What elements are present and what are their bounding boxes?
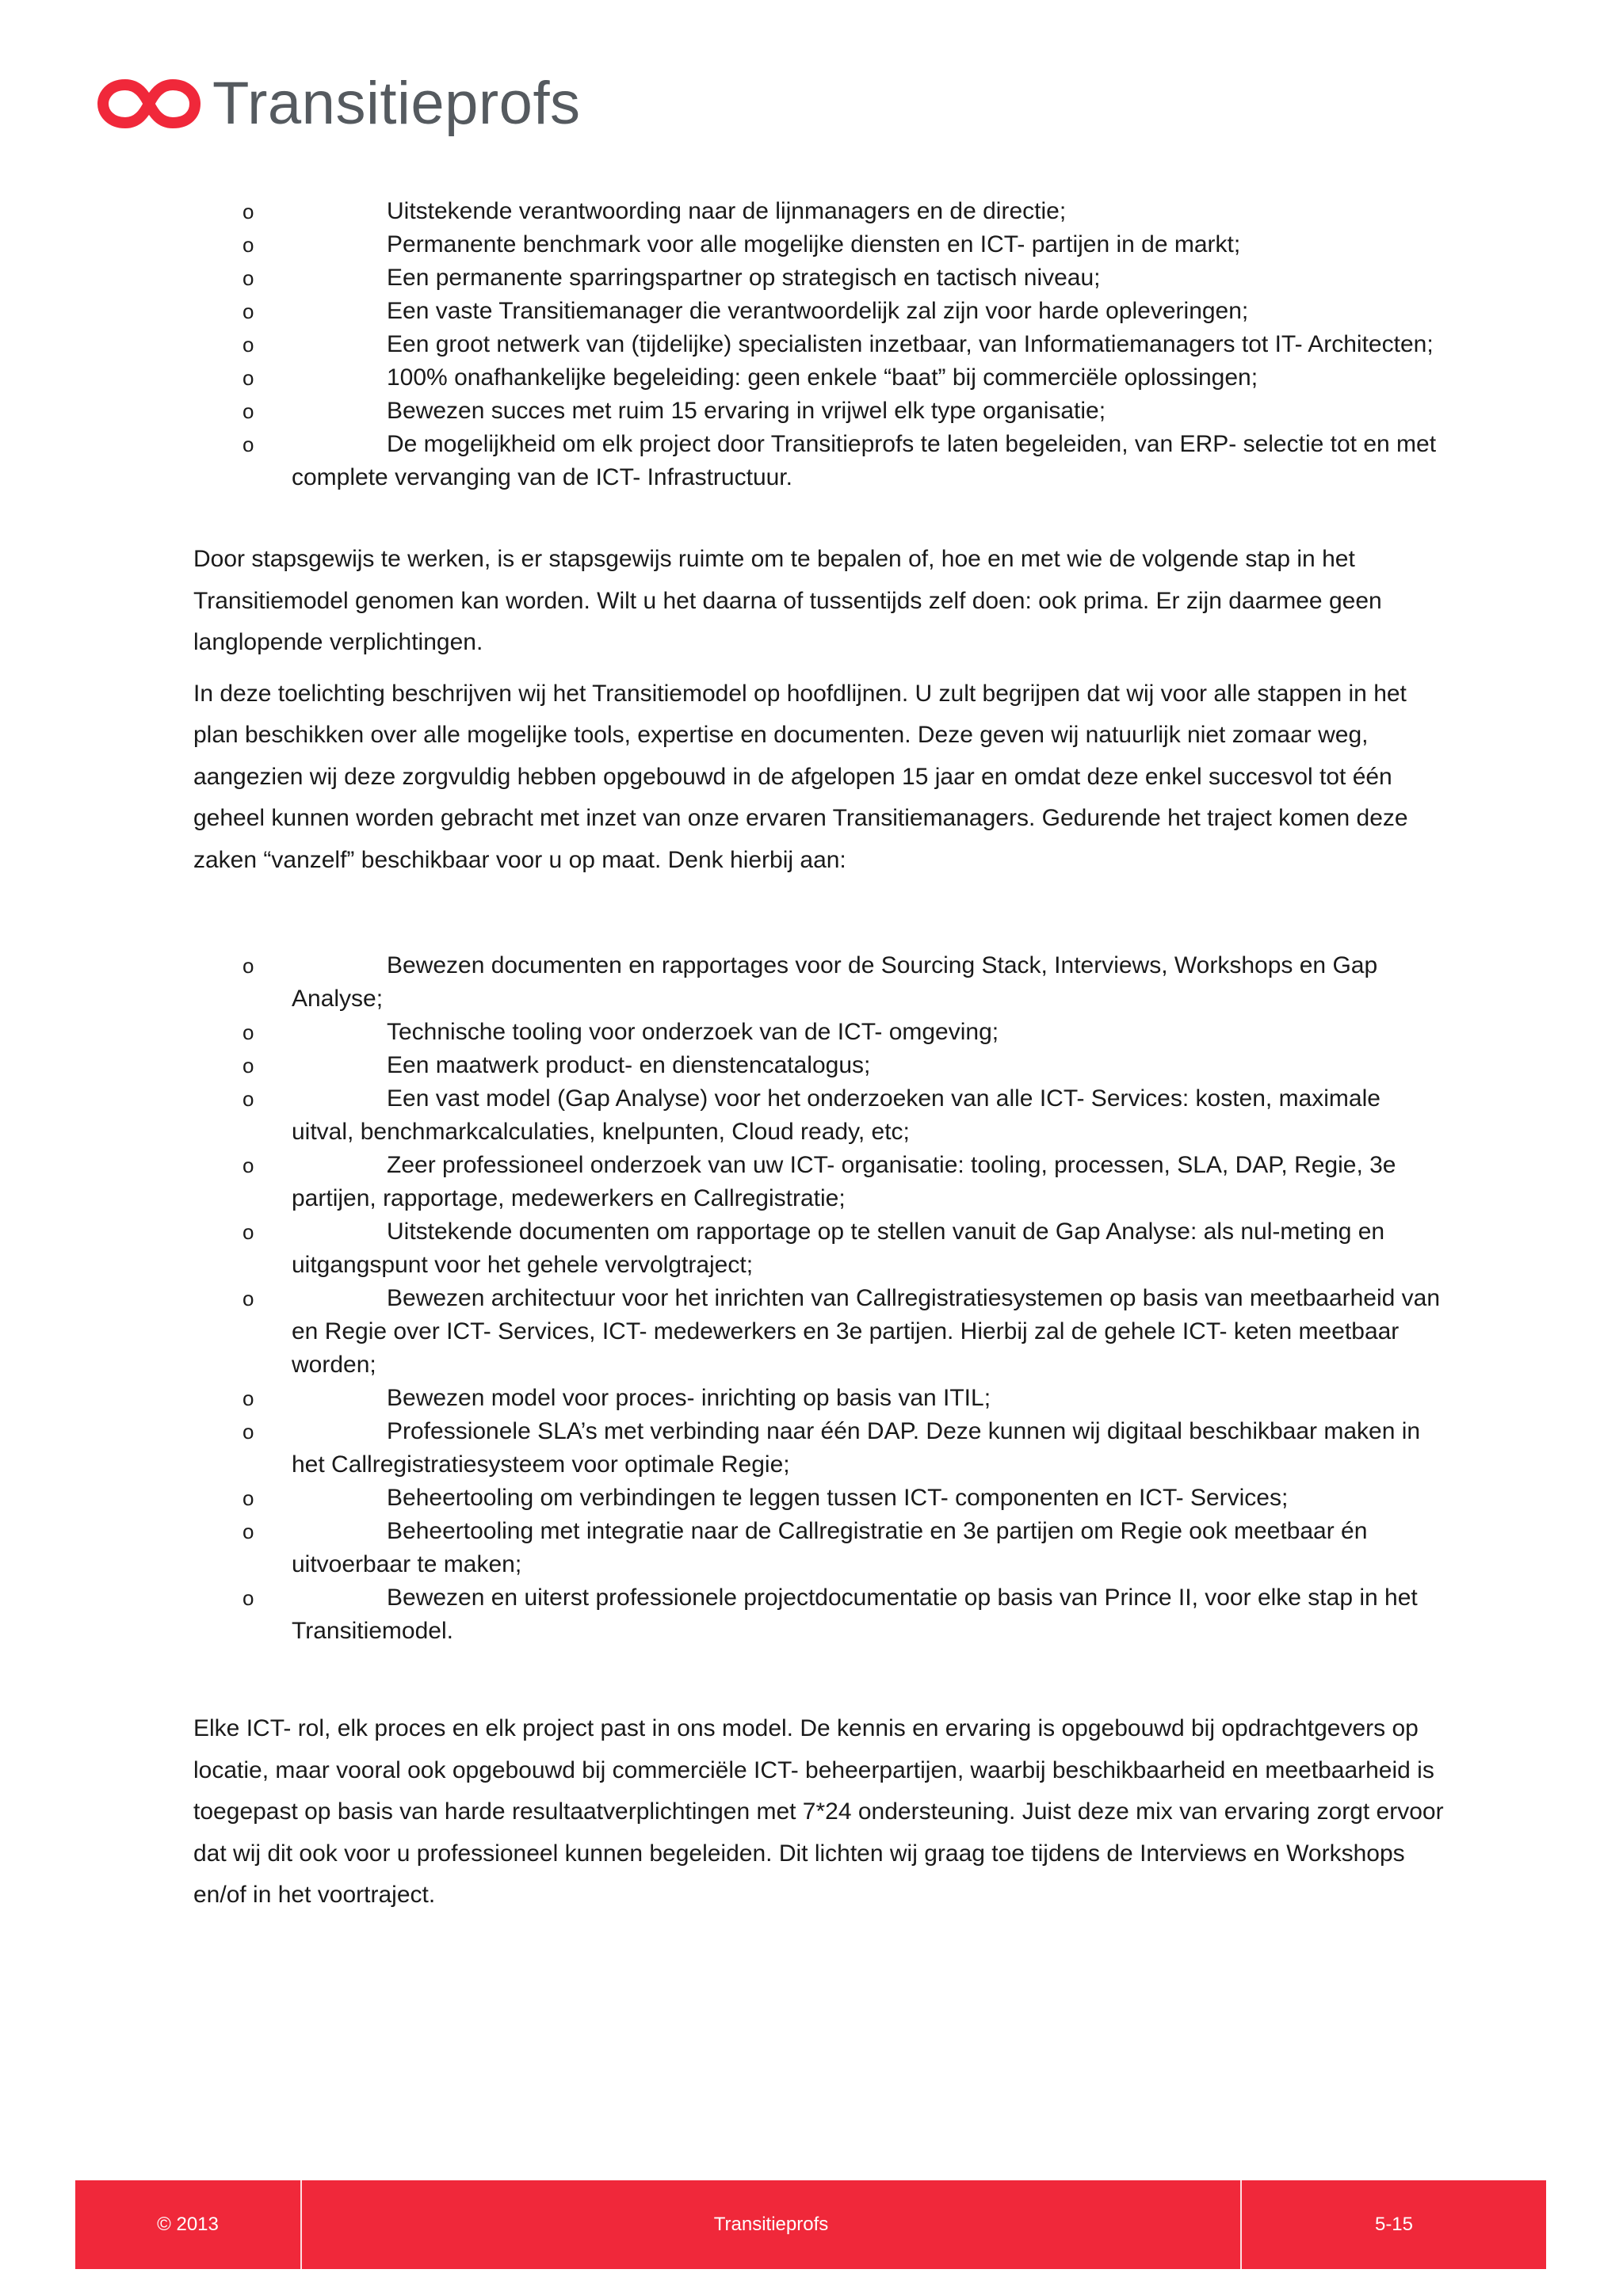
list-item	[193, 361, 1445, 395]
list-item	[193, 1016, 1445, 1049]
list-item	[193, 328, 1445, 361]
list-item	[193, 1082, 1445, 1149]
list-item	[193, 1415, 1445, 1482]
bullet-marker: o	[242, 1386, 254, 1410]
bullet-marker: o	[242, 299, 254, 323]
list-item-text: Beheertooling om verbindingen te leggen tussen ICT- componenten en ICT- Services;	[387, 1485, 1289, 1511]
bullet-marker: o	[242, 1520, 254, 1543]
list-item	[193, 1282, 1445, 1382]
header-logo	[97, 68, 581, 139]
paragraph-roles: Elke ICT- rol, elk proces en elk project past in ons model. De kennis en ervaring is opgebouwd bij opdrachtgevers op locatie, maar vooral ook opgebouwd bij commerciële ICT- beheerpartijen, waarbij beschikbaarheid en meetbaarheid is toegepast op basis van harde resultaatverplichtingen met 7*24 ondersteuning. Juist deze mix van ervaring zorgt ervoor dat wij dit ook voor u professioneel kunnen begeleiden. Dit lichten wij graag toe tijdens de Interviews en Workshops en/of in het voortraject.	[193, 1715, 1444, 1908]
document-body	[193, 195, 1445, 1917]
bullet-marker: o	[242, 200, 254, 223]
list-item-text: Een groot netwerk van (tijdelijke) specialisten inzetbaar, van Informatiemanagers tot IT- Architecten;	[387, 331, 1434, 357]
tools-list	[193, 949, 1445, 1648]
list-item	[193, 395, 1445, 428]
list-item	[193, 1581, 1445, 1648]
bullet-marker: o	[242, 1020, 254, 1044]
paragraph-explanation: In deze toelichting beschrijven wij het Transitiemodel op hoofdlijnen. U zult begrijpen dat wij voor alle stappen in het plan beschikken over alle mogelijke tools, expertise en documenten. Deze geven wij natuurlijk niet zomaar weg, aangezien wij deze zorgvuldig hebben opgebouwd in de afgelopen 15 jaar en omdat deze enkel succesvol tot één geheel kunnen worden gebracht met inzet van onze ervaren Transitiemanagers. Gedurende het traject komen deze zaken “vanzelf” beschikbaar voor u op maat. Denk hierbij aan:	[193, 680, 1408, 873]
bullet-marker: o	[242, 433, 254, 456]
bullet-marker: o	[242, 1420, 254, 1444]
list-item-text: Een vaste Transitiemanager die verantwoordelijk zal zijn voor harde opleveringen;	[387, 298, 1249, 324]
bullet-marker: o	[242, 333, 254, 357]
list-item	[193, 1482, 1445, 1515]
list-item	[193, 1149, 1445, 1215]
infinity-logo-icon	[97, 74, 201, 134]
list-item	[193, 1049, 1445, 1082]
list-item-text: Een maatwerk product- en dienstencatalogus;	[387, 1052, 871, 1078]
list-item	[193, 949, 1445, 1016]
list-item	[193, 1215, 1445, 1282]
list-item-text: Technische tooling voor onderzoek van de ICT- omgeving;	[387, 1019, 999, 1045]
list-item-text: Een vast model (Gap Analyse) voor het onderzoeken van alle ICT- Services: kosten, maximale uitval, benchmarkcalculaties, knelpunten, Cloud ready, etc;	[292, 1085, 1381, 1145]
list-item	[193, 261, 1445, 295]
list-item	[193, 428, 1445, 494]
bullet-marker: o	[242, 233, 254, 257]
list-item-text: Bewezen model voor proces- inrichting op basis van ITIL;	[387, 1385, 991, 1411]
list-item-text: Permanente benchmark voor alle mogelijke diensten en ICT- partijen in de markt;	[387, 231, 1241, 257]
bullet-marker: o	[242, 366, 254, 390]
list-item-text: Bewezen documenten en rapportages voor de Sourcing Stack, Interviews, Workshops en Gap Analyse;	[292, 952, 1378, 1012]
list-item	[193, 228, 1445, 261]
list-item-text: Een permanente sparringspartner op strategisch en tactisch niveau;	[387, 265, 1101, 291]
list-item-text: Bewezen succes met ruim 15 ervaring in vrijwel elk type organisatie;	[387, 398, 1106, 424]
list-item	[193, 1382, 1445, 1415]
list-item	[193, 295, 1445, 328]
logo-text: Transitieprofs	[212, 70, 581, 137]
bullet-marker: o	[242, 1586, 254, 1610]
list-item-text: Bewezen architectuur voor het inrichten van Callregistratiesystemen op basis van meetbaarheid van en Regie over ICT- Services, ICT- medewerkers en 3e partijen. Hierbij zal de gehele ICT- keten meetbaar worden;	[292, 1285, 1441, 1378]
bullet-marker: o	[242, 1087, 254, 1111]
bullet-marker: o	[242, 954, 254, 978]
list-item-text: Uitstekende verantwoording naar de lijnmanagers en de directie;	[387, 198, 1067, 224]
footer-company: Transitieprofs	[302, 2180, 1242, 2269]
bullet-marker: o	[242, 1486, 254, 1510]
list-item-text: Uitstekende documenten om rapportage op te stellen vanuit de Gap Analyse: als nul-meting en uitgangspunt voor het gehele vervolgtraject;	[292, 1219, 1385, 1278]
bullet-marker: o	[242, 399, 254, 423]
bullet-marker: o	[242, 266, 254, 290]
list-item-text: 100% onafhankelijke begeleiding: geen enkele “baat” bij commerciële oplossingen;	[387, 364, 1258, 391]
list-item-text: Zeer professioneel onderzoek van uw ICT- organisatie: tooling, processen, SLA, DAP, Regie, 3e partijen, rapportage, medewerkers en Callregistratie;	[292, 1152, 1396, 1211]
list-item-text: De mogelijkheid om elk project door Transitieprofs te laten begeleiden, van ERP- selectie tot en met complete vervanging van de ICT- Infrastructuur.	[292, 431, 1437, 490]
bullet-marker: o	[242, 1287, 254, 1310]
benefits-list	[193, 195, 1445, 494]
list-item	[193, 195, 1445, 228]
footer-page-number: 5-15	[1374, 2214, 1414, 2235]
bullet-marker: o	[242, 1054, 254, 1077]
list-item-text: Bewezen en uiterst professionele projectdocumentatie op basis van Prince II, voor elke stap in het Transitiemodel.	[292, 1585, 1418, 1644]
list-item-text: Professionele SLA’s met verbinding naar één DAP. Deze kunnen wij digitaal beschikbaar maken in het Callregistratiesysteem voor optimale Regie;	[292, 1418, 1421, 1478]
paragraph-stepwise: Door stapsgewijs te werken, is er stapsgewijs ruimte om te bepalen of, hoe en met wie de volgende stap in het Transitiemodel genomen kan worden. Wilt u het daarna of tussentijds zelf doen: ook prima. Er zijn daarmee geen langlopende verplichtingen.	[193, 546, 1382, 655]
list-item-text: Beheertooling met integratie naar de Callregistratie en 3e partijen om Regie ook meetbaar én uitvoerbaar te maken;	[292, 1518, 1368, 1577]
list-item	[193, 1515, 1445, 1581]
bullet-marker: o	[242, 1154, 254, 1177]
page-footer	[75, 2180, 1546, 2269]
footer-copyright: © 2013	[75, 2180, 302, 2269]
bullet-marker: o	[242, 1220, 254, 1244]
